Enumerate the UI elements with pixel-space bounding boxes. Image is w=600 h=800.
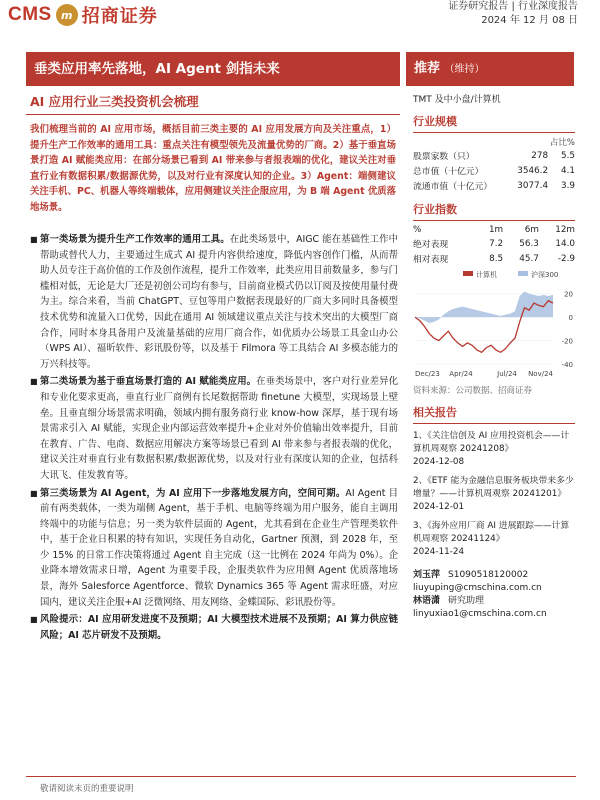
table-row [413,236,575,251]
y-tick-label: 0 [568,314,573,323]
y-tick-label: 20 [564,290,573,299]
report-date: 2024-12-08 [413,457,465,467]
main-heading: AI 应用行业三类投资机会梳理 [30,94,199,109]
x-tick-label: Nov/24 [528,370,553,378]
header-cell: % [413,225,422,235]
bullet-list [30,232,398,645]
y-tick-label: -40 [561,361,573,369]
bullet-head: 第三类场景为 AI Agent，为 AI 应用下一步落地发展方向，空间可期。 [40,487,346,499]
table-row [413,148,575,163]
related-report[interactable] [413,520,575,559]
bullet-square-icon: ■ [30,488,38,498]
bullet-body: AI Agent 目前有两类载体，一类为端侧 Agent，基于手机、电脑等终端为用户服务，能自主调用终端中的功能与信息；另一类为软件层面的 Agent，尤其看到在企业生产管理类软件中，基于企业日积累的特有知识，实现任务自动化，Gartner 预测，到 2028 年，至少 15% 的日常工作决策将通过 Agent 自主完成（这一比例在 2024 年尚为 0%）。企业降本增效需求日增，Agent 为重要手段，企服类软件为应用侧 Agent 优质落地场景，海外 Salesforce Agentforce、微软 Dynamics 365 等 Agent 需求旺盛，对应国内，建议关注企服+AI 泛微网络、用友网络、金蝶国际、彩讯股份等。 [40,487,399,608]
bullet-item [30,232,398,372]
report-date: 2024-11-24 [413,547,465,557]
series-area-hs300 [415,291,553,323]
risk-warning: 风险提示：AI 应用研发进度不及预期；AI 大模型技术进展不及预期；AI 算力供应链风险；AI 芯片研发不及预期。 [40,614,398,641]
x-tick-label: Apr/24 [449,370,473,378]
rating-label: 推荐 [414,61,441,76]
related-reports-section [413,404,575,559]
section-title: 相关报告 [413,404,575,424]
cell: 45.7 [519,253,539,264]
industry-line: TMT 及中小盘/计算机 [413,95,501,105]
table-row [413,163,575,178]
table-row [413,178,575,193]
logo-badge-icon: m [56,4,78,26]
legend-label: 计算机 [476,271,497,279]
row-pct: 3.9 [561,180,575,191]
bullet-item [30,486,398,611]
cell: 14.0 [555,238,575,249]
index-table [413,224,575,266]
bullet-square-icon: ■ [30,235,38,244]
row-pct: 5.5 [561,150,575,161]
bullet-square-icon: ■ [30,377,38,387]
legend-label: 沪深300 [531,271,559,279]
logo-cms-text: CMS [8,4,52,25]
report-date: 2024 年 12 月 08 日 [481,15,578,26]
report-text: 3、《海外应用厂商 AI 进展跟踪——计算机周观察 20241124》 [413,521,570,544]
x-tick-label: Jul/24 [497,370,517,378]
analyst-name: 刘玉萍 [413,570,441,580]
analyst-id: S1090518120002 [448,570,529,580]
analyst-email[interactable]: liuyuping@cmschina.com.cn [413,583,542,593]
industry-index-section [413,201,575,396]
legend-swatch [463,271,473,276]
related-report[interactable] [413,475,575,514]
x-tick-label: Dec/23 [415,370,440,378]
bullet-item [30,374,398,483]
industry-scale-section [413,113,575,193]
bullet-head: 第一类场景为提升生产工作效率的通用工具。 [40,234,230,245]
related-report[interactable] [413,430,575,469]
scale-table [413,148,575,193]
section-title: 行业规模 [413,113,575,133]
analyst-name: 林语潇 [413,596,441,606]
logo-cn-text: 招商证券 [81,6,158,27]
row-label: 股票家数（只） [413,152,475,162]
row-label: 绝对表现 [413,240,449,250]
footer-note: 敬请阅读末页的重要说明 [40,784,134,794]
cell: 56.3 [519,238,539,249]
bullet-body: 在此类场景中，AIGC 能在基础性工作中帮助或替代人力，主要通过生成式 AI 提升内容供给速度，降低内容创作门槛，从而帮助人员专注于高价值的工作及创作流程，提升工作效率，此类应用目前数量多，参与门槛相对低，无论是大厂还是初创公司均有参与，目前商业模式仍以订阅及按使用量付费为主。综合来看，当前 ChatGPT、豆包等用户数据表现最好的厂商大多同时具备模型技术优势和流量入口优势，因此在通用 AI 领域建议重点关注与技术突出的大模型厂商合作，同时本身具备用户及流量基础的应用厂商合作，如优质办公场景工具金山办公（WPS AI）、福昕软件、彩讯股份等，以及基于 Filmora 等工具结合 AI 多模态能力的万兴科技等。 [40,234,398,370]
row-label: 流通市值（十亿元） [413,182,493,192]
row-value: 3077.4 [517,180,549,191]
rating-band [406,52,574,86]
summary-paragraph: 我们梳理当前的 AI 应用市场，概括目前三类主要的 AI 应用发展方向及关注重点，1）提升生产工作效率的通用工具：重点关注有模型领先及流量优势的厂商。2）基于垂直场景打造 AI 赋能类应用：在部分场景已看到 AI 带来参与者报表端的优化，建议关注对垂直行业有数据积累/数据源优势，以及对行业有深度认知的企业。3）Agent：端侧建议关注手机、PC、机器人等终端载体，应用侧建议关注企服应用，为 B 端 Agent 优质落地场景。 [30,124,396,213]
footer-divider [26,776,576,777]
cell: -2.9 [557,253,575,264]
report-title: 垂类应用率先落地，AI Agent 剑指未来 [26,52,400,86]
bullet-item [30,612,398,643]
analyst-id: 研究助理 [448,596,485,606]
legend-swatch [518,271,528,276]
bullet-square-icon: ■ [30,615,38,625]
row-label: 相对表现 [413,255,449,265]
report-type: 证券研究报告 | 行业深度报告 [448,1,578,12]
header-meta [448,0,578,28]
index-chart-svg [413,268,575,380]
analyst-block [413,569,575,621]
pct-header: 占比% [549,138,575,148]
header-cell: 6m [524,225,539,235]
cell: 7.2 [489,238,504,249]
y-tick-label: -20 [561,337,573,346]
rating-sub: （维持） [444,64,485,75]
report-text: 2、《ETF 能为金融信息服务板块带来多少增量？——计算机周观察 20241201》 [413,476,574,499]
index-chart [413,268,575,396]
report-text: 1、《关注信创及 AI 应用投资机会——计算机周观察 20241208》 [413,431,570,454]
row-label: 总市值（十亿元） [413,167,484,177]
cell: 8.5 [489,253,504,264]
row-value: 278 [531,150,549,161]
brand-logo [8,2,158,28]
header-cell: 1m [488,225,504,235]
bullet-body: 在垂类场景中，客户对行业差异化和专业化要求更高，垂直行业厂商例有长尾数据帮助 finetune 大模型，实现场景上壁垒。且垂直细分场景需求明确，领域内拥有服务商行业 know-how 深厚，基于现有场景需求引入 AI 赋能，实现企业内部运营效率提升+企业对外价值输出效率提升，目前在教育、广告、电商、数据应用解决方案等场景已看到 AI 带来参与者报表端的优化，建议关注对垂直行业有数据积累/数据源优势，以及对行业有深度认知的企业，包括科大讯飞、佳发教育等。 [40,376,398,481]
row-pct: 4.1 [561,165,575,176]
divider [26,114,400,115]
section-title: 行业指数 [413,201,575,221]
row-value: 3546.2 [517,165,549,176]
table-header [413,224,575,236]
header-cell: 12m [555,225,575,235]
chart-source: 资料来源：公司数据、招商证券 [413,386,533,396]
report-date: 2024-12-01 [413,502,465,512]
bullet-head: 第二类场景为基于垂直场景打造的 AI 赋能类应用。 [40,376,257,388]
analyst-email[interactable]: linyuxiao1@cmschina.com.cn [413,609,547,619]
sidebar [413,92,575,621]
table-row [413,251,575,266]
